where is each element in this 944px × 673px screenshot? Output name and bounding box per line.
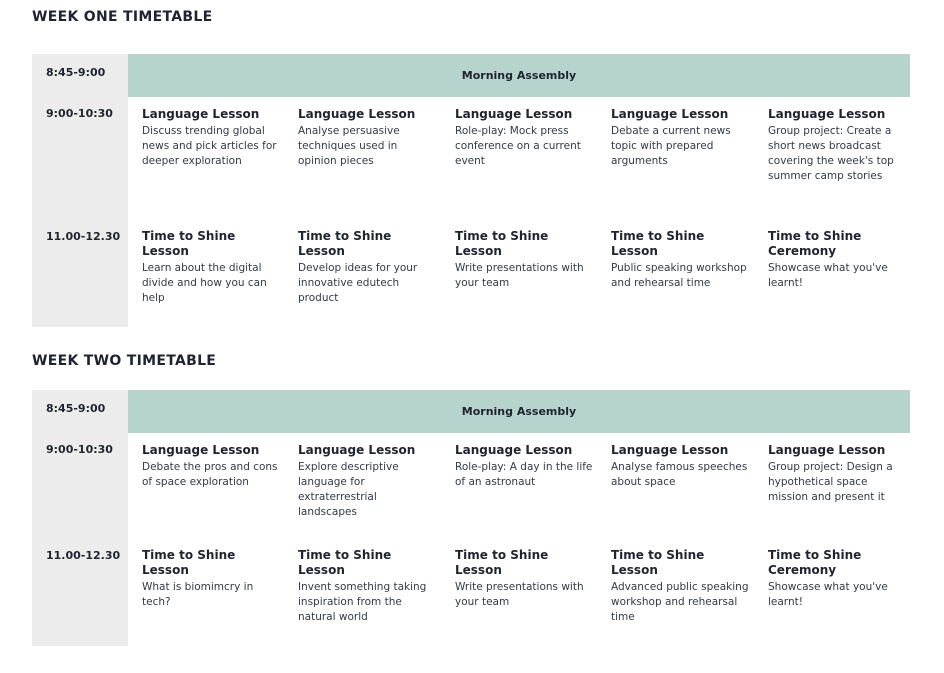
lesson-title: Language Lesson	[611, 443, 729, 457]
lesson-description: Role-play: Mock press conference on a current event	[455, 125, 581, 167]
lesson-title: Language Lesson	[611, 107, 729, 121]
row-time-midday: 11.00-12.30	[46, 230, 121, 243]
lesson-cell	[455, 443, 595, 490]
lesson-cell	[611, 229, 751, 291]
lesson-description: Group project: Design a hypothetical space mission and present it	[768, 461, 893, 503]
time-column	[32, 54, 128, 327]
lesson-title: Time to Shine Ceremony	[768, 548, 862, 577]
lesson-title: Time to Shine Lesson	[142, 229, 236, 258]
lesson-description: Advanced public speaking workshop and rehearsal time	[611, 581, 749, 623]
lesson-title: Language Lesson	[455, 107, 573, 121]
lesson-title: Language Lesson	[142, 107, 260, 121]
lesson-cell	[455, 548, 595, 610]
lesson-title: Time to Shine Lesson	[298, 548, 392, 577]
lesson-description: Showcase what you've learnt!	[768, 262, 888, 289]
lesson-cell	[298, 229, 438, 306]
lesson-title: Language Lesson	[768, 443, 886, 457]
lesson-description: Write presentations with your team	[455, 262, 584, 289]
lesson-description: Learn about the digital divide and how you can help	[142, 262, 267, 304]
lesson-description: Debate a current news topic with prepared arguments	[611, 125, 731, 167]
lesson-description: Explore descriptive language for extraterrestrial landscapes	[298, 461, 399, 518]
lesson-title: Time to Shine Lesson	[142, 548, 236, 577]
lesson-cell	[142, 107, 282, 169]
lesson-title: Language Lesson	[298, 107, 416, 121]
lesson-cell	[768, 107, 908, 184]
morning-assembly-bar: Morning Assembly	[128, 390, 910, 433]
lesson-cell	[298, 443, 438, 520]
lesson-description: Analyse persuasive techniques used in opinion pieces	[298, 125, 400, 167]
lesson-title: Time to Shine Lesson	[611, 548, 705, 577]
lesson-description: Discuss trending global news and pick articles for deeper exploration	[142, 125, 277, 167]
week-two-timetable	[32, 390, 910, 646]
lesson-title: Language Lesson	[455, 443, 573, 457]
lesson-cell	[142, 229, 282, 306]
row-time-morning: 9:00-10:30	[46, 443, 113, 456]
lesson-cell	[768, 443, 908, 505]
lesson-cell	[298, 548, 438, 625]
lesson-cell	[768, 229, 888, 291]
morning-assembly-bar: Morning Assembly	[128, 54, 910, 97]
lesson-description: Analyse famous speeches about space	[611, 461, 748, 488]
lesson-title: Language Lesson	[768, 107, 886, 121]
lesson-cell	[455, 229, 595, 291]
lesson-description: Group project: Create a short news broadcast covering the week's top summer camp stories	[768, 125, 894, 182]
lesson-cell	[142, 548, 282, 610]
lesson-title: Time to Shine Lesson	[298, 229, 392, 258]
time-column	[32, 390, 128, 646]
row-time-morning: 9:00-10:30	[46, 107, 113, 120]
assembly-time: 8:45-9:00	[46, 402, 106, 415]
lesson-cell	[611, 443, 751, 490]
row-time-midday: 11.00-12.30	[46, 549, 121, 562]
week-two-heading: WEEK TWO TIMETABLE	[32, 353, 217, 369]
lesson-description: Role-play: A day in the life of an astronaut	[455, 461, 593, 488]
lesson-title: Time to Shine Lesson	[611, 229, 705, 258]
lesson-cell	[142, 443, 282, 490]
week-one-timetable	[32, 54, 910, 327]
lesson-title: Time to Shine Lesson	[455, 548, 549, 577]
assembly-time: 8:45-9:00	[46, 66, 106, 79]
lesson-cell	[455, 107, 595, 169]
lesson-title: Time to Shine Lesson	[455, 229, 549, 258]
lesson-title: Language Lesson	[298, 443, 416, 457]
lesson-description: What is biomimcry in tech?	[142, 581, 254, 608]
lesson-cell	[611, 107, 751, 169]
week-one-heading: WEEK ONE TIMETABLE	[32, 9, 213, 25]
lesson-description: Develop ideas for your innovative edutech product	[298, 262, 418, 304]
lesson-title: Time to Shine Ceremony	[768, 229, 862, 258]
lesson-title: Language Lesson	[142, 443, 260, 457]
lesson-description: Showcase what you've learnt!	[768, 581, 888, 608]
lesson-description: Debate the pros and cons of space exploration	[142, 461, 278, 488]
lesson-description: Public speaking workshop and rehearsal time	[611, 262, 747, 289]
lesson-cell	[611, 548, 751, 625]
lesson-cell	[298, 107, 438, 169]
lesson-description: Write presentations with your team	[455, 581, 584, 608]
lesson-description: Invent something taking inspiration from the natural world	[298, 581, 427, 623]
lesson-cell	[768, 548, 888, 610]
